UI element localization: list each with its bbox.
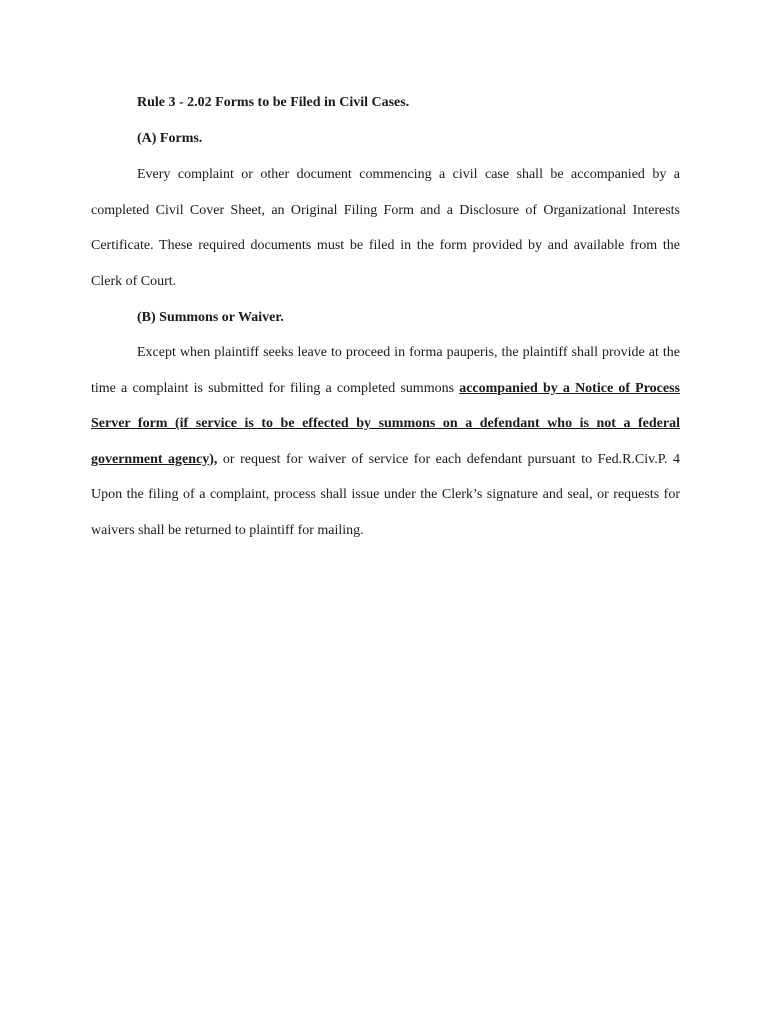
rule-title: Rule 3 - 2.02 Forms to be Filed in Civil Cases.: [137, 95, 410, 110]
section-b-text-part2: or request for waiver of service for each defendant pursuant to Fed.R.Civ.P. 4 Upon the filing of a complaint, process shall issue under the Clerk’s signature and seal, or requests for waivers shall be returned to plaintiff for mailing.: [91, 451, 680, 538]
section-b-paragraph: [91, 335, 680, 548]
section-b-inserted-text: accompanied by a Notice of Process Server form (if service is to be effected by summons on a defendant who is not a federal government agency),: [91, 380, 680, 467]
section-b-text-part1: Except when plaintiff seeks leave to proceed in forma pauperis, the plaintiff shall provide at the time a complaint is submitted for filing a completed summons: [91, 345, 680, 396]
section-a-paragraph: Every complaint or other document commencing a civil case shall be accompanied by a completed Civil Cover Sheet, an Original Filing Form and a Disclosure of Organizational Interests Certificate. These required documents must be filed in the form provided by and available from the Clerk of Court.: [91, 167, 680, 289]
section-a-heading: (A) Forms.: [137, 131, 203, 146]
section-b-heading: (B) Summons or Waiver.: [137, 310, 284, 325]
